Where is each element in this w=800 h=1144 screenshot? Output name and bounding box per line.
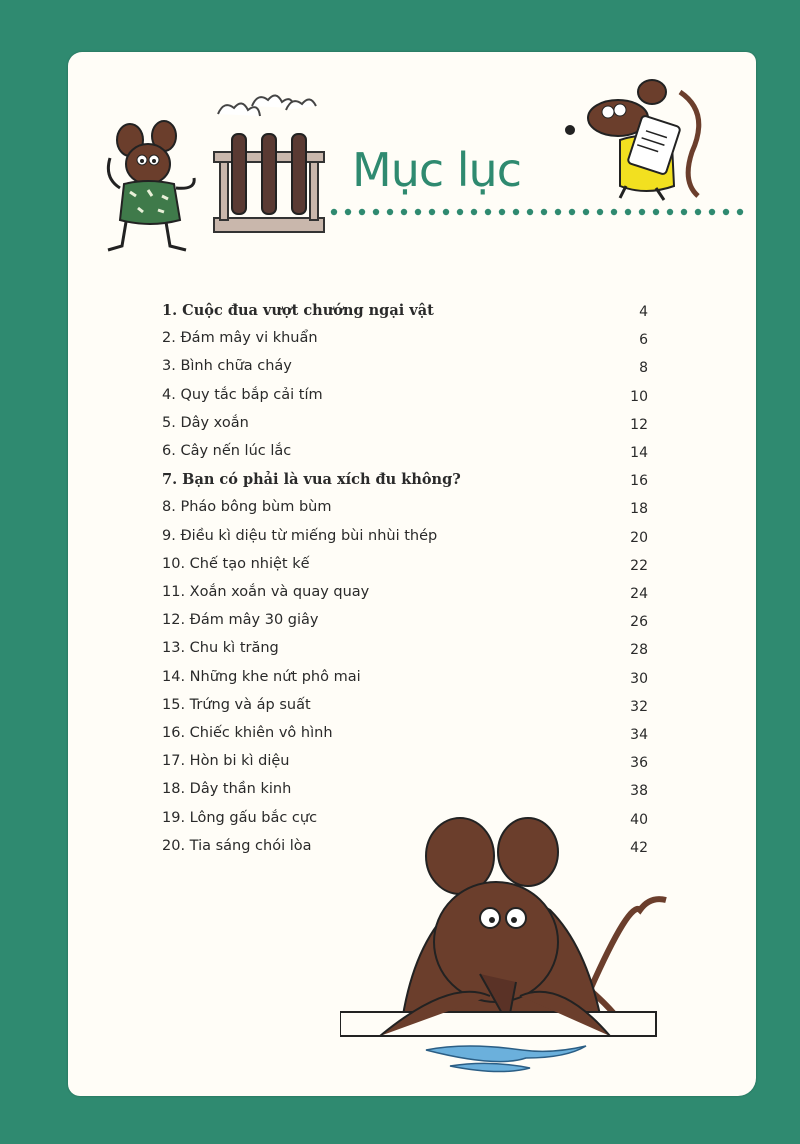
rat-standing-icon (100, 118, 212, 258)
page-title: Mục lục (352, 143, 521, 197)
toc-page-number: 10 (630, 388, 648, 405)
toc-row (162, 640, 648, 664)
toc-label: 7. Bạn có phải là vua xích đu không? (162, 471, 461, 489)
rat-scientist-clipboard-icon (560, 72, 710, 202)
toc-label: 14. Những khe nứt phô mai (162, 668, 361, 685)
rat-thinking-icon (340, 810, 680, 1090)
toc-label: 6. Cây nến lúc lắc (162, 443, 292, 459)
toc-page-number: 20 (630, 529, 648, 546)
toc-page-number: 22 (630, 557, 648, 574)
toc-row (162, 387, 648, 411)
toc-page-number: 8 (639, 360, 648, 377)
toc-label: 11. Xoắn xoắn và quay quay (162, 584, 370, 600)
toc-page-number: 36 (630, 755, 648, 772)
toc-label: 9. Điều kì diệu từ miếng bùi nhùi thép (162, 527, 438, 544)
toc-label: 10. Chế tạo nhiệt kế (162, 555, 310, 572)
toc-page-number: 30 (630, 670, 648, 687)
toc-page-number: 16 (630, 473, 648, 490)
toc-page-number: 34 (630, 727, 648, 743)
toc-label: 12. Đám mây 30 giây (162, 612, 319, 629)
toc-row (162, 781, 648, 805)
toc-label: 19. Lông gấu bắc cực (162, 809, 318, 826)
toc-row (162, 330, 648, 354)
toc-page-number: 32 (630, 698, 648, 715)
toc-row (162, 697, 648, 721)
toc-row (162, 415, 648, 439)
toc-label: 20. Tia sáng chói lòa (162, 837, 312, 854)
toc-row (162, 556, 648, 580)
toc-label: 15. Trứng và áp suất (162, 696, 311, 713)
toc-label: 1. Cuộc đua vượt chướng ngại vật (162, 302, 434, 319)
toc-row (162, 584, 648, 608)
toc-page-number: 42 (630, 839, 648, 856)
toc-row (162, 499, 648, 523)
toc-page-number: 38 (630, 783, 648, 800)
toc-page-number: 24 (630, 586, 648, 602)
toc-row (162, 669, 648, 693)
toc-row (162, 358, 648, 382)
toc-label: 17. Hòn bi kì diệu (162, 753, 290, 770)
toc-page-number: 18 (630, 501, 648, 518)
toc-row (162, 753, 648, 777)
toc-page-number: 14 (630, 445, 648, 461)
toc-label: 2. Đám mây vi khuẩn (162, 330, 318, 347)
test-tubes-rack-icon (206, 94, 332, 236)
toc-page-number: 4 (639, 304, 648, 320)
toc-page-number: 12 (630, 416, 648, 433)
toc-label: 18. Dây thần kinh (162, 781, 292, 798)
title-dotted-rule (330, 206, 750, 218)
toc-label: 13. Chu kì trăng (162, 640, 279, 657)
toc-row (162, 528, 648, 552)
toc-row (162, 725, 648, 749)
toc-page-number: 6 (639, 332, 648, 349)
toc-label: 5. Dây xoắn (162, 414, 249, 431)
toc-label: 4. Quy tắc bắp cải tím (162, 386, 323, 403)
toc-row (162, 302, 648, 326)
toc-row (162, 443, 648, 467)
toc-label: 3. Bình chữa cháy (162, 358, 292, 375)
toc-row (162, 612, 648, 636)
toc-label: 8. Pháo bông bùm bùm (162, 499, 332, 516)
toc-page-number: 26 (630, 614, 648, 631)
toc-label: 16. Chiếc khiên vô hình (162, 725, 333, 741)
toc-page-number: 28 (630, 642, 648, 659)
toc-row (162, 471, 648, 495)
toc-page-number: 40 (630, 811, 648, 828)
